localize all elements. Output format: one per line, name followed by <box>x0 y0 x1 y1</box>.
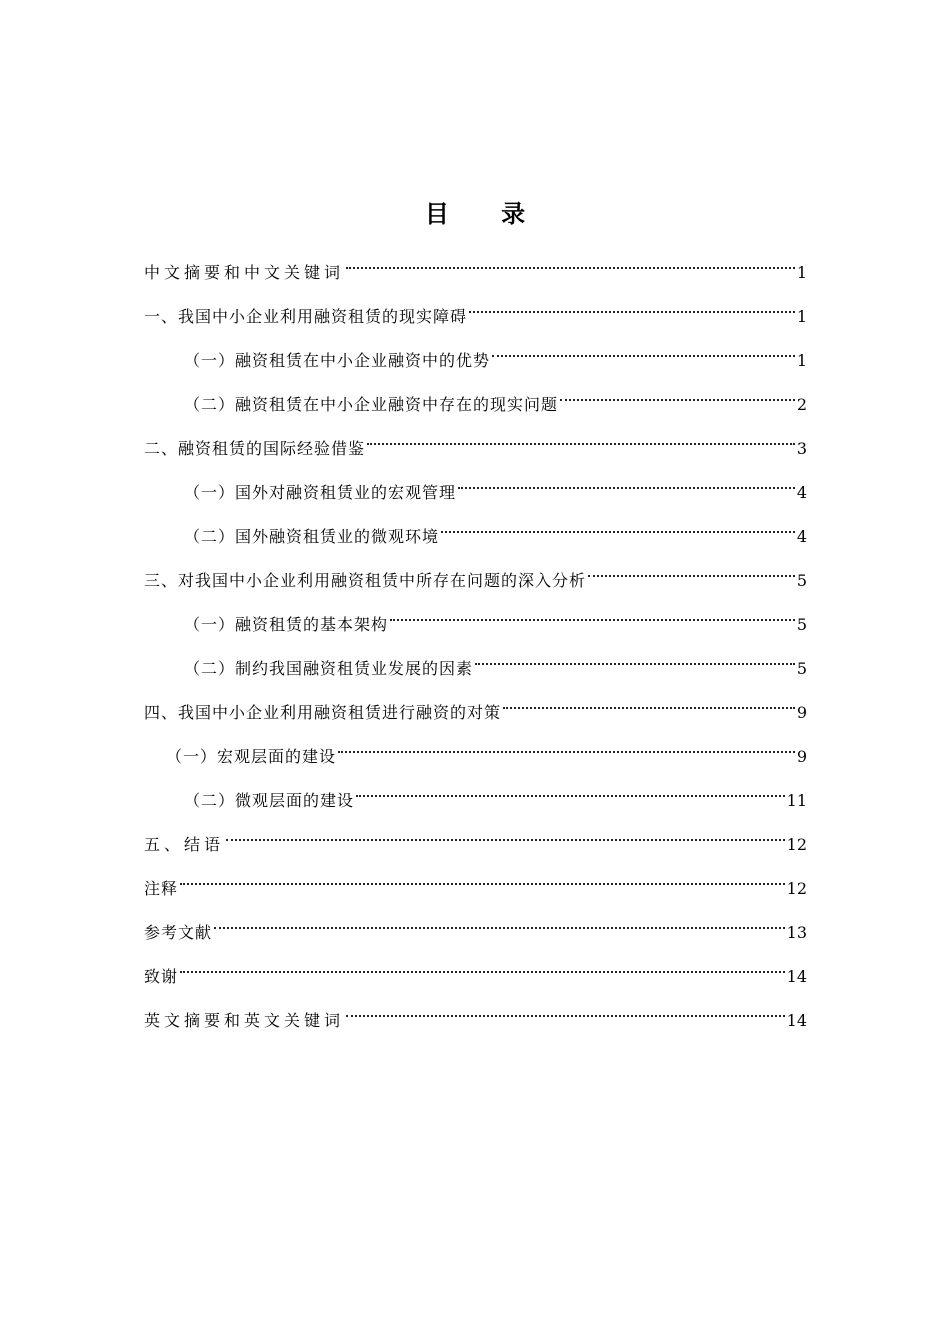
dot-leader <box>390 600 795 630</box>
toc-entry-label: 注释 <box>144 879 179 898</box>
toc-entry-section-1-2[interactable] <box>144 380 807 424</box>
toc-entry-section-1-1[interactable] <box>144 336 807 380</box>
toc-entry-label: 英文摘要和英文关键词 <box>144 1011 345 1030</box>
toc-entry-label: 三、对我国中小企业利用融资租赁中所存在问题的深入分析 <box>144 571 587 590</box>
toc-entry-page-number: 4 <box>796 527 807 546</box>
toc-entry-page-number: 13 <box>786 923 807 942</box>
toc-entry-label: （二）制约我国融资租赁业发展的因素 <box>184 659 474 678</box>
toc-entry-section-4[interactable] <box>144 688 807 732</box>
toc-entry-acknowledgements[interactable] <box>144 952 807 996</box>
dot-leader <box>588 556 795 586</box>
toc-entry-page-number: 12 <box>786 835 807 854</box>
dot-leader <box>492 336 795 366</box>
dot-leader <box>441 512 795 542</box>
toc-entry-label: （二）融资租赁在中小企业融资中存在的现实问题 <box>184 395 559 414</box>
toc-entry-page-number: 5 <box>796 615 807 634</box>
toc-entry-label: （一）宏观层面的建设 <box>166 747 337 766</box>
toc-title: 目 录 <box>424 200 548 229</box>
toc-entry-page-number: 5 <box>796 659 807 678</box>
dot-leader <box>180 952 785 982</box>
dot-leader <box>503 688 795 718</box>
toc-entry-label: 中文摘要和中文关键词 <box>144 263 345 282</box>
dot-leader <box>180 864 785 894</box>
toc-entry-section-1[interactable] <box>144 292 807 336</box>
dot-leader <box>469 292 795 322</box>
toc-entry-page-number: 1 <box>796 263 807 282</box>
toc-entry-label: 五、结语 <box>144 835 225 854</box>
toc-entry-label: （二）微观层面的建设 <box>184 791 355 810</box>
toc-entry-section-2[interactable] <box>144 424 807 468</box>
dot-leader <box>458 468 795 498</box>
toc-entry-page-number: 9 <box>796 747 807 766</box>
toc-entry-abstract-cn[interactable] <box>144 248 807 292</box>
toc-entry-page-number: 14 <box>786 967 807 986</box>
dot-leader <box>346 996 785 1026</box>
toc-entry-page-number: 2 <box>796 395 807 414</box>
toc-entry-page-number: 12 <box>786 879 807 898</box>
toc-entry-page-number: 3 <box>796 439 807 458</box>
toc-entry-section-5[interactable] <box>144 820 807 864</box>
toc-entry-page-number: 9 <box>796 703 807 722</box>
toc-entry-section-2-1[interactable] <box>144 468 807 512</box>
toc-entry-section-4-2[interactable] <box>144 776 807 820</box>
dot-leader <box>226 820 785 850</box>
dot-leader <box>560 380 795 410</box>
toc-entry-label: （一）融资租赁在中小企业融资中的优势 <box>184 351 491 370</box>
toc-entry-label: （一）融资租赁的基本架构 <box>184 615 389 634</box>
toc-entry-label: （一）国外对融资租赁业的宏观管理 <box>184 483 457 502</box>
toc-entry-page-number: 14 <box>786 1011 807 1030</box>
dot-leader <box>214 908 785 938</box>
toc-entry-label: 二、融资租赁的国际经验借鉴 <box>144 439 366 458</box>
toc-entry-section-4-1[interactable] <box>144 732 807 776</box>
toc-entry-label: （二）国外融资租赁业的微观环境 <box>184 527 440 546</box>
toc-entry-section-3-2[interactable] <box>144 644 807 688</box>
toc-entry-page-number: 4 <box>796 483 807 502</box>
toc-entry-label: 一、我国中小企业利用融资租赁的现实障碍 <box>144 307 468 326</box>
toc-entry-label: 致谢 <box>144 967 179 986</box>
toc-entry-page-number: 1 <box>796 307 807 326</box>
dot-leader <box>367 424 795 454</box>
toc-entry-label: 参考文献 <box>144 923 213 942</box>
toc-entry-page-number: 5 <box>796 571 807 590</box>
dot-leader <box>356 776 785 806</box>
dot-leader <box>338 732 795 762</box>
toc-entry-page-number: 1 <box>796 351 807 370</box>
toc-entry-abstract-en[interactable] <box>144 996 807 1040</box>
toc-entry-section-3[interactable] <box>144 556 807 600</box>
toc-entry-references[interactable] <box>144 908 807 952</box>
toc-entry-section-3-1[interactable] <box>144 600 807 644</box>
toc-entry-notes[interactable] <box>144 864 807 908</box>
toc-entry-page-number: 11 <box>786 791 807 810</box>
table-of-contents <box>144 248 807 1040</box>
toc-entry-label: 四、我国中小企业利用融资租赁进行融资的对策 <box>144 703 502 722</box>
dot-leader <box>475 644 795 674</box>
dot-leader <box>346 248 795 278</box>
toc-entry-section-2-2[interactable] <box>144 512 807 556</box>
